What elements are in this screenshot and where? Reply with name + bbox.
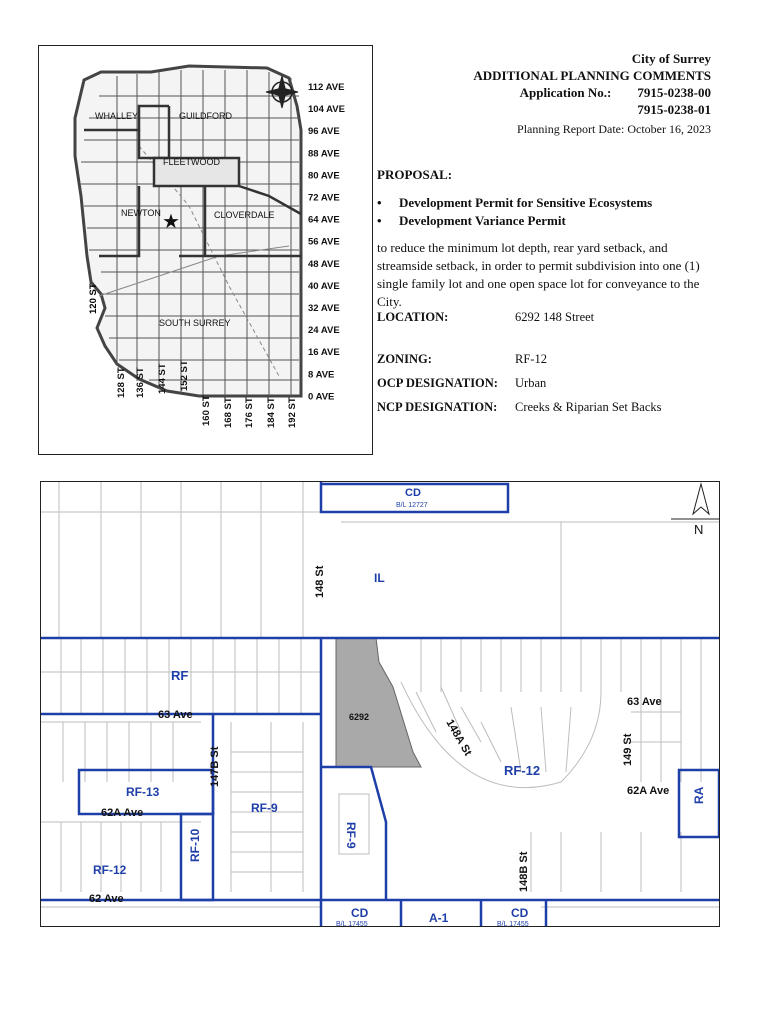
field-value: RF-12 (515, 352, 547, 366)
field-value: Creeks & Riparian Set Backs (515, 400, 662, 414)
avenue-label: 48 AVE (308, 258, 340, 270)
zone-label: RF-13 (126, 785, 160, 799)
bullet-text: Development Permit for Sensitive Ecosystems (399, 195, 653, 210)
zone-label: RF-9 (344, 822, 358, 849)
street-label: 128 ST (116, 367, 127, 398)
ncp-row (377, 400, 662, 415)
org-name: City of Surrey (631, 51, 711, 66)
proposal-description: to reduce the minimum lot depth, rear yard setback, and streamside setback, in order to permit subdivision into one (1) single family lot and one open space lot for conveyance to the City. (377, 240, 700, 309)
ocp-row (377, 376, 546, 391)
north-arrow-icon (671, 484, 719, 519)
road-label: 148B St (518, 851, 530, 892)
road-label: 149 St (622, 733, 634, 766)
header-block (473, 50, 711, 138)
road-label: 62A Ave (101, 807, 144, 819)
application-row (473, 84, 711, 101)
zone-label: CD (351, 906, 369, 920)
district-label: FLEETWOOD (163, 157, 221, 167)
zone-label: CD (511, 906, 529, 920)
application-label: Application No.: (519, 85, 612, 100)
road-label: 63 Ave (158, 709, 193, 721)
avenue-label: 72 AVE (308, 192, 340, 204)
street-label: 120 ST (88, 283, 99, 314)
site-map-drawing (41, 482, 719, 926)
zone-labels (93, 487, 706, 925)
avenue-label: 16 AVE (308, 347, 340, 359)
proposal-bullet: • Development Permit for Sensitive Ecosystems (377, 195, 653, 210)
zone-label: CD (405, 487, 421, 499)
road-label: 148 St (314, 565, 326, 598)
district-label: CLOVERDALE (214, 210, 275, 220)
field-value: Urban (515, 376, 547, 390)
report-date: Planning Report Date: October 16, 2023 (517, 122, 711, 136)
location-row (377, 310, 594, 325)
avenue-label: 32 AVE (308, 303, 340, 314)
avenue-label: 24 AVE (308, 325, 340, 337)
proposal-bullet: • Development Variance Permit (377, 213, 566, 228)
field-label: NCP DESIGNATION: (377, 400, 498, 414)
zone-label: RF-12 (93, 863, 127, 877)
zone-label: RF-10 (188, 828, 202, 862)
avenue-label: 88 AVE (308, 148, 340, 160)
proposal-heading: PROPOSAL: (377, 167, 453, 182)
district-label: NEWTON (121, 208, 161, 218)
bylaw-label: B/L 17455 (497, 921, 529, 926)
zone-label: RF-12 (504, 763, 541, 778)
site-map (40, 481, 720, 927)
proposal-section (377, 166, 717, 311)
subject-lot-label: 6292 (349, 712, 370, 722)
bylaw-label: B/L 17455 (336, 921, 368, 926)
road-label: 62 Ave (89, 893, 124, 905)
street-label: 144 ST (157, 363, 168, 394)
avenue-label: 104 AVE (308, 104, 345, 116)
district-label: SOUTH SURREY (159, 318, 231, 328)
street-label: 160 ST (201, 395, 212, 426)
zone-label: RF-9 (251, 801, 278, 815)
road-label: 63 Ave (627, 696, 662, 708)
avenue-labels (308, 82, 345, 402)
field-label: LOCATION: (377, 310, 449, 324)
zoning-row (377, 352, 547, 367)
north-label: N (694, 522, 704, 537)
street-label: 176 ST (244, 397, 255, 428)
zone-label: IL (374, 571, 385, 585)
site-star-icon: ★ (162, 211, 180, 233)
field-value: 6292 148 Street (515, 310, 595, 324)
key-map-drawing (39, 46, 372, 454)
avenue-label: 64 AVE (308, 214, 340, 226)
bullet-text: Development Variance Permit (399, 213, 566, 228)
street-label: 152 ST (179, 360, 190, 391)
zone-label: A-1 (429, 911, 449, 925)
subject-lot (336, 638, 421, 767)
avenue-label: 40 AVE (308, 280, 340, 292)
street-label: 168 ST (223, 397, 234, 428)
field-label: ZONING: (377, 352, 432, 366)
road-label: 147B St (209, 746, 221, 787)
key-map (38, 45, 373, 455)
zone-label: RF (171, 668, 189, 683)
street-label: 136 ST (135, 367, 146, 398)
avenue-label: 96 AVE (308, 126, 340, 138)
road-label: 62A Ave (627, 785, 670, 797)
zone-label: RA (692, 786, 706, 804)
street-label: 184 ST (266, 397, 277, 428)
district-label: WHALLEY (95, 111, 139, 121)
application-number-2: 7915-0238-01 (637, 102, 711, 117)
field-label: OCP DESIGNATION: (377, 376, 498, 390)
avenue-label: 56 AVE (308, 236, 340, 248)
district-label: GUILDFORD (179, 111, 233, 121)
street-label: 192 ST (287, 397, 298, 428)
avenue-label: 0 AVE (308, 391, 335, 403)
avenue-label: 80 AVE (308, 170, 340, 182)
bylaw-label: B/L 12727 (396, 502, 428, 509)
application-number: 7915-0238-00 (637, 85, 711, 100)
avenue-label: 8 AVE (308, 369, 335, 381)
road-label: 148A St (443, 717, 474, 759)
page-title: ADDITIONAL PLANNING COMMENTS (473, 68, 711, 83)
avenue-label: 112 AVE (308, 82, 345, 93)
